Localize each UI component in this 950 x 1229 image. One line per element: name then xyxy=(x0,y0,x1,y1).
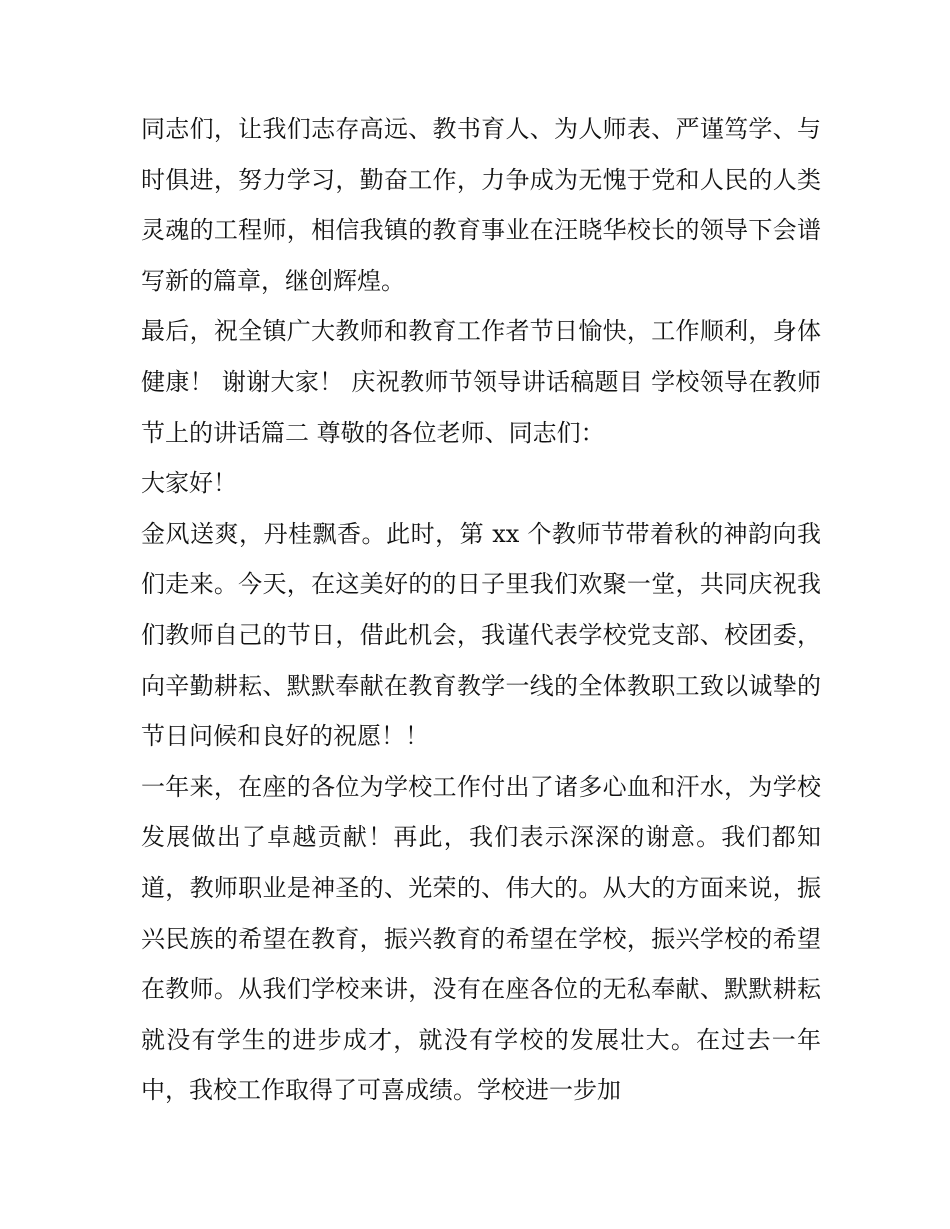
paragraph-final-wishes: 最后，祝全镇广大教师和教育工作者节日愉快，工作顺利，身体健康！ 谢谢大家！ 庆祝教师节领导讲话稿题目 学校领导在教师节上的讲话篇二 尊敬的各位老师、同志们： xyxy=(141,317,821,447)
paragraph-closing-call: 同志们，让我们志存高远、教书育人、为人师表、严谨笃学、与时俱进，努力学习，勤奋工作，力争成为无愧于党和人民的人类灵魂的工程师，相信我镇的教育事业在汪晓华校长的领导下会谱写新的篇章，继创辉煌。 xyxy=(141,115,821,295)
paragraph-year-review: 一年来，在座的各位为学校工作付出了诸多心血和汗水，为学校发展做出了卓越贡献！再此，我们表示深深的谢意。我们都知道，教师职业是神圣的、光荣的、伟大的。从大的方面来说，振兴民族的希望在教育，振兴教育的希望在学校，振兴学校的希望在教师。从我们学校来讲，没有在座各位的无私奉献、默默耕耘就没有学生的进步成才，就没有学校的发展壮大。在过去一年中，我校工作取得了可喜成绩。学校进一步加 xyxy=(141,772,821,1105)
document-body xyxy=(141,104,821,1116)
paragraph-greeting: 大家好！ xyxy=(141,469,237,498)
paragraph-opening: 金风送爽，丹桂飘香。此时，第 xx 个教师节带着秋的神韵向我们走来。今天，在这美好的的日子里我们欢聚一堂，共同庆祝我们教师自己的节日，借此机会，我谨代表学校党支部、校团委，向辛勤耕耘、默默奉献在教育教学一线的全体教职工致以诚挚的节日问候和良好的祝愿！！ xyxy=(141,519,821,751)
